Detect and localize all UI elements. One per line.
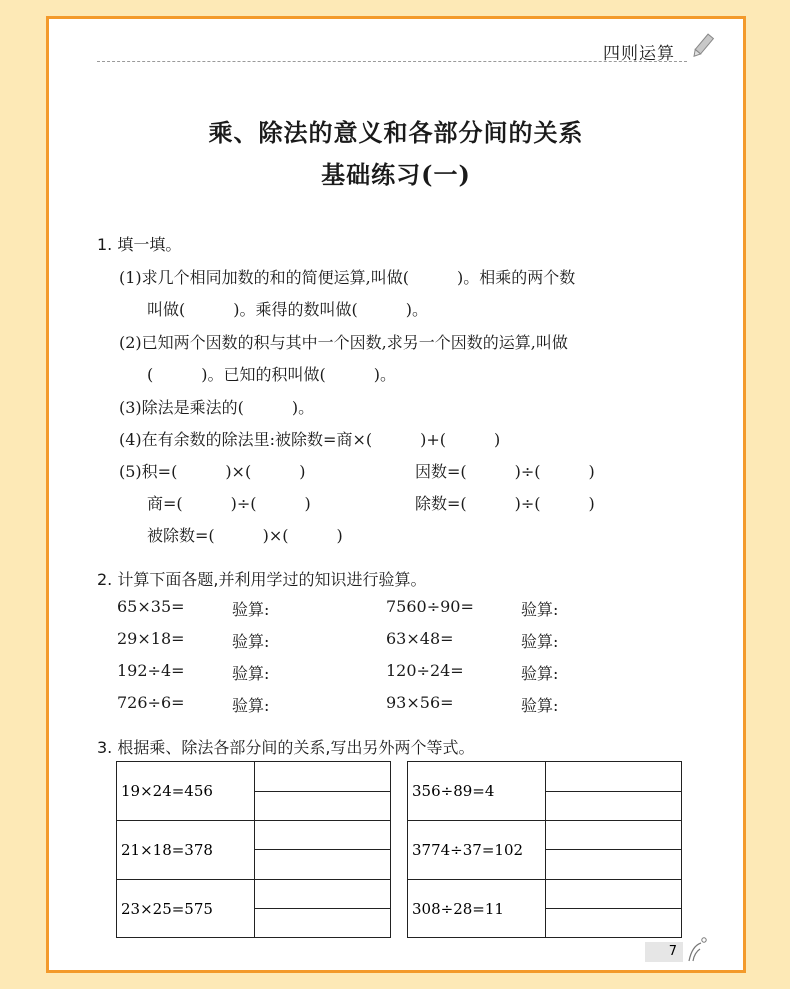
equation: 308÷28=11	[412, 900, 504, 918]
page-frame	[46, 16, 746, 973]
equation: 3774÷37=102	[412, 841, 524, 859]
q1-line: (1)求几个相同加数的和的简便运算,叫做( )。相乘的两个数	[119, 268, 576, 287]
q2-check-label: 验算:	[521, 696, 559, 715]
q1-line: (4)在有余数的除法里:被除数=商×( )+( )	[119, 430, 501, 449]
q2-problem: 7560÷90=	[386, 597, 474, 616]
q1-line: (2)已知两个因数的积与其中一个因数,求另一个因数的运算,叫做	[119, 333, 568, 352]
q2-check-label: 验算:	[232, 664, 270, 683]
q1-line: (3)除法是乘法的( )。	[119, 398, 315, 417]
header-divider	[97, 61, 687, 62]
q2-problem: 63×48=	[386, 629, 454, 648]
q2-check-label: 验算:	[232, 696, 270, 715]
pencil-icon	[689, 31, 715, 65]
equation: 356÷89=4	[412, 782, 495, 800]
q2-problem: 93×56=	[386, 693, 454, 712]
q2-check-label: 验算:	[521, 600, 559, 619]
q1-line: 除数=( )÷( )	[415, 494, 595, 513]
equation: 23×25=575	[121, 900, 213, 918]
q2-check-label: 验算:	[232, 632, 270, 651]
q2-check-label: 验算:	[232, 600, 270, 619]
swirl-decoration-icon	[685, 935, 709, 967]
equation: 21×18=378	[121, 841, 213, 859]
q2-check-label: 验算:	[521, 632, 559, 651]
q1-line: 叫做( )。乘得的数叫做( )。	[147, 300, 428, 319]
q1-heading: 1. 填一填。	[97, 235, 182, 254]
q2-problem: 29×18=	[117, 629, 185, 648]
q2-heading: 2. 计算下面各题,并利用学过的知识进行验算。	[97, 570, 427, 589]
q1-line: 被除数=( )×( )	[147, 526, 343, 545]
q2-problem: 65×35=	[117, 597, 185, 616]
page-number: 7	[645, 942, 683, 962]
q2-problem: 120÷24=	[386, 661, 464, 680]
q2-problem: 192÷4=	[117, 661, 185, 680]
section-label: 四则运算	[603, 44, 675, 64]
page-title: 乘、除法的意义和各部分间的关系	[208, 118, 584, 147]
q1-line: (5)积=( )×( )	[119, 462, 306, 481]
q3-table-left	[116, 761, 391, 938]
q3-table-right	[407, 761, 682, 938]
q1-line: ( )。已知的积叫做( )。	[147, 365, 396, 384]
q2-problem: 726÷6=	[117, 693, 185, 712]
q1-line: 因数=( )÷( )	[415, 462, 595, 481]
page-subtitle: 基础练习(一)	[321, 160, 471, 189]
q3-heading: 3. 根据乘、除法各部分间的关系,写出另外两个等式。	[97, 738, 475, 757]
equation: 19×24=456	[121, 782, 213, 800]
q1-line: 商=( )÷( )	[147, 494, 311, 513]
q2-check-label: 验算:	[521, 664, 559, 683]
